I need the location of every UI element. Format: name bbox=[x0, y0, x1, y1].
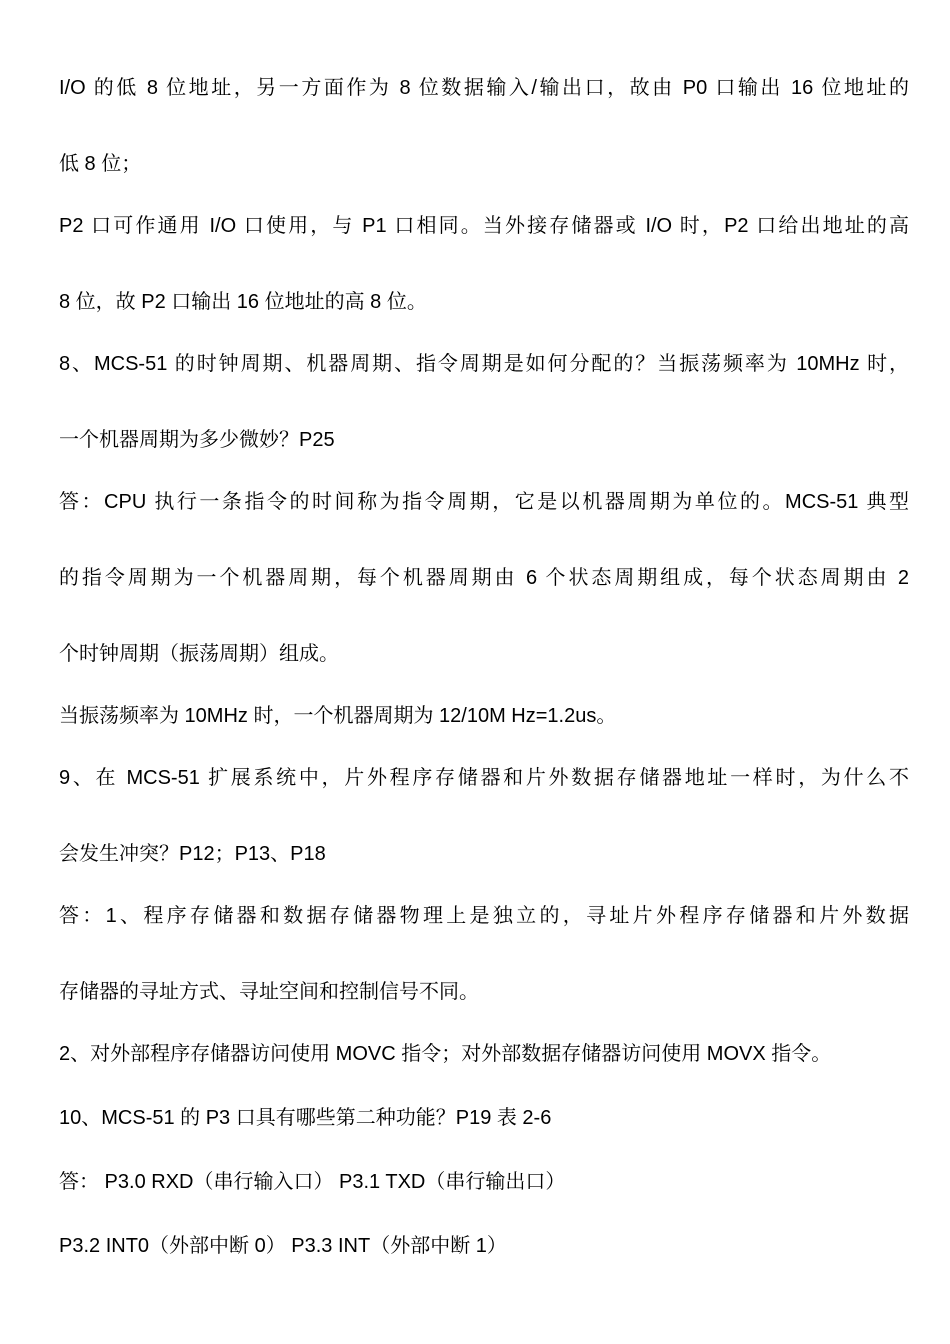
text-line: 个时钟周期（振荡周期）组成。 bbox=[59, 643, 339, 665]
text-line: P3.2 INT0（外部中断 0） P3.3 INT（外部中断 1） bbox=[59, 1235, 507, 1257]
text-line: 8 位，故 P2 口输出 16 位地址的高 8 位。 bbox=[59, 291, 427, 313]
text-line: 答：1、程序存储器和数据存储器物理上是独立的，寻址片外程序存储器和片外数据 bbox=[59, 905, 909, 927]
text-line: 9、在 MCS-51 扩展系统中，片外程序存储器和片外数据存储器地址一样时，为什么不 bbox=[59, 767, 909, 789]
text-line: 10、MCS-51 的 P3 口具有哪些第二种功能？P19 表 2-6 bbox=[59, 1107, 552, 1129]
text-line: 一个机器周期为多少微妙？P25 bbox=[59, 429, 335, 451]
text-line: I/O 的低 8 位地址，另一方面作为 8 位数据输入/输出口，故由 P0 口输出 16 位地址的 bbox=[59, 77, 909, 99]
text-line: 答：CPU 执行一条指令的时间称为指令周期，它是以机器周期为单位的。MCS-51 典型 bbox=[59, 491, 909, 513]
text-line: 8、MCS-51 的时钟周期、机器周期、指令周期是如何分配的？当振荡频率为 10MHz 时， bbox=[59, 353, 909, 375]
text-line: 当振荡频率为 10MHz 时，一个机器周期为 12/10M Hz=1.2us。 bbox=[59, 705, 617, 727]
text-line: 2、对外部程序存储器访问使用 MOVC 指令；对外部数据存储器访问使用 MOVX 指令。 bbox=[59, 1043, 832, 1065]
text-line: 会发生冲突？P12；P13、P18 bbox=[59, 843, 326, 865]
text-line: P2 口可作通用 I/O 口使用，与 P1 口相同。当外接存储器或 I/O 时，P2 口给出地址的高 bbox=[59, 215, 909, 237]
text-line: 存储器的寻址方式、寻址空间和控制信号不同。 bbox=[59, 981, 479, 1003]
text-line: 答： P3.0 RXD（串行输入口） P3.1 TXD（串行输出口） bbox=[59, 1171, 566, 1193]
text-line: 低 8 位； bbox=[59, 153, 142, 175]
text-line: 的指令周期为一个机器周期，每个机器周期由 6 个状态周期组成，每个状态周期由 2 bbox=[59, 567, 909, 589]
